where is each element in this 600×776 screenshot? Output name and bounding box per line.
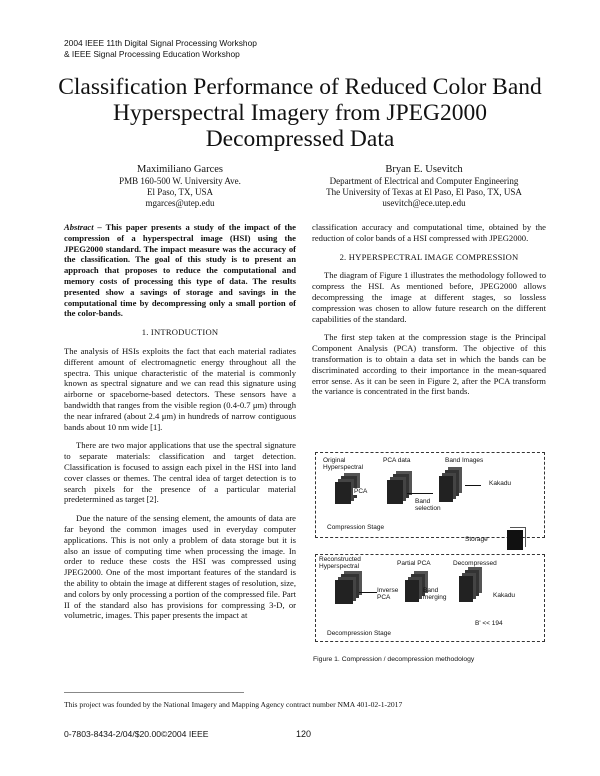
title-line-2: Hyperspectral Imagery from JPEG2000 [113, 100, 487, 126]
label-original: Original [323, 457, 346, 464]
header-line-2: & IEEE Signal Processing Education Workshop [64, 48, 240, 59]
left-column [64, 222, 296, 629]
intro-paragraph-1: The analysis of HSIs exploits the fact that each material radiates different amount of electromagnetic energy throughout all the spectra. This unique characteristic of the material is commonly known as spectral signature and we can read this signature using airborne or spaceborne-based detectors. These sensors have a bandwidth that ranges from the visible region (0.4-0.7 μm) through the near infrared (about 2.4 μm) in hundreds of narrow contiguous bands about 10 nm wide [1]. [64, 345, 296, 432]
author-2-email: usevitch@ece.utep.edu [382, 198, 466, 208]
band-images-icon [439, 476, 453, 502]
partial-pca-icon [405, 580, 419, 602]
figure-1-caption: Figure 1. Compression / decompression methodology [313, 656, 475, 663]
label-band-selection: Band selection [415, 498, 441, 512]
abstract-label: Abstract – [64, 222, 102, 232]
reconstructed-cube-icon [335, 580, 353, 604]
title-line-3: Decompressed Data [205, 126, 395, 152]
author-2-department: Department of Electrical and Computer Engineering [329, 176, 519, 186]
author-1-affiliation: PMB 160-500 W. University Ave. [119, 176, 241, 186]
arrow-icon [407, 493, 433, 494]
label-band-images: Band Images [445, 457, 484, 464]
label-hyperspectral-2: Hyperspectral [319, 563, 360, 570]
author-2 [306, 163, 542, 209]
label-reconstructed: Reconstructed [319, 556, 361, 563]
label-kakadu: Kakadu [489, 480, 512, 487]
abstract-text: This paper presents a study of the impact of the compression of a hyperspectral image (HSI) using the JPEG2000 standard. The impact measure was the accuracy of the classification. The goal of this study is to present an approach that proposes to reduce the computational and memory costs of processing this type of data. The results presented show a savings of storage and savings in the computational time by decompressing only a small portion of the color-bands. [64, 222, 296, 319]
header-line-1: 2004 IEEE 11th Digital Signal Processing Workshop [64, 38, 257, 48]
author-1-location: El Paso, TX, USA [146, 187, 214, 197]
page-number: 120 [296, 729, 312, 739]
label-b-formula: B' << 194 [475, 620, 503, 627]
label-decompression-stage: Decompression Stage [327, 630, 391, 637]
label-partial-pca: Partial PCA [397, 560, 431, 567]
decompressed-bands-icon [459, 576, 473, 602]
section-heading-introduction: 1. INTRODUCTION [141, 327, 219, 338]
section-heading-compression: 2. HYPERSPECTRAL IMAGE COMPRESSION [339, 251, 519, 262]
pca-cube-icon [387, 480, 403, 504]
compression-paragraph-2: The first step taken at the compression stage is the Principal Component Analysis (PCA) transform. The objective of this transformation is to obtain a data set in which the bands can be discriminated according to their importance in the mean-squared error sense. As it can be seen in Figure 2, after the PCA transform the variance is concentrated in the first bands. [312, 332, 546, 397]
paper-title [40, 74, 560, 152]
author-1-name: Maximiliano Garces [136, 164, 223, 175]
abstract [64, 222, 296, 319]
hsi-cube-icon [335, 482, 351, 504]
storage-computer-icon [507, 530, 523, 550]
label-compression-stage: Compression Stage [327, 524, 385, 531]
label-pca: PCA [354, 488, 368, 495]
arrow-icon [359, 592, 377, 593]
conference-header [64, 38, 257, 59]
label-storage: Storage [465, 536, 488, 543]
arrow-icon [465, 485, 481, 486]
footnote-rule [64, 692, 244, 693]
author-2-university: The University of Texas at El Paso, El Paso, TX, USA [326, 187, 522, 197]
intro-paragraph-2: There are two major applications that use the spectral signature to separate materials: classification and target detection. Classification is focused to assign each pixel in the HSI into land cover classes or themes. The central idea of target detection is to search pixels for the presence of a particular material predetermined as target [2]. [64, 440, 296, 505]
isbn-line: 0-7803-8434-2/04/$20.00©2004 IEEE [64, 729, 209, 739]
label-inverse-pca: Inverse PCA [377, 587, 399, 601]
footnote: This project was founded by the National Imagery and Mapping Agency contract number NMA 401-02-1-2017 [64, 700, 403, 709]
label-hyperspectral: Hyperspectral [323, 464, 364, 471]
author-2-name: Bryan E. Usevitch [385, 164, 463, 175]
figure-1-diagram [313, 448, 547, 654]
continued-paragraph: classification accuracy and computational time, obtained by the reduction of color bands of a HSI compressed with JPEG2000. [312, 222, 546, 243]
author-1 [64, 163, 296, 209]
author-1-email: mgarces@utep.edu [145, 198, 215, 208]
compression-paragraph-1: The diagram of Figure 1 illustrates the methodology followed to compress the HSI. As mentioned before, JPEG2000 allows decompressing the image at different stages, so lossless compression was chosen to allow future research on the different capabilities of the standard. [312, 270, 546, 324]
label-band-merging: Band merging [423, 587, 447, 601]
intro-paragraph-3: Due the nature of the sensing element, the amounts of data are far beyond the common images used in everyday computer applications. This is not only a problem of data storage but it is also an issue of computing time when processing the image. In order to reduce these costs the HSI was compressed using JPEG2000. One of the most important features of the standard is the ability to obtain the image at different stages of resolution, size, and colors by only processing a portion of the compressed file. Part II of the standard also has provisions for compressing 3-D, or volumetric, images. This paper presents the impact at [64, 513, 296, 621]
title-line-1: Classification Performance of Reduced Color Band [58, 74, 542, 100]
label-pca-data: PCA data [383, 457, 411, 464]
label-kakadu-2: Kakadu [493, 592, 516, 599]
right-column [312, 222, 546, 405]
label-decompressed: Decompressed [453, 560, 497, 567]
